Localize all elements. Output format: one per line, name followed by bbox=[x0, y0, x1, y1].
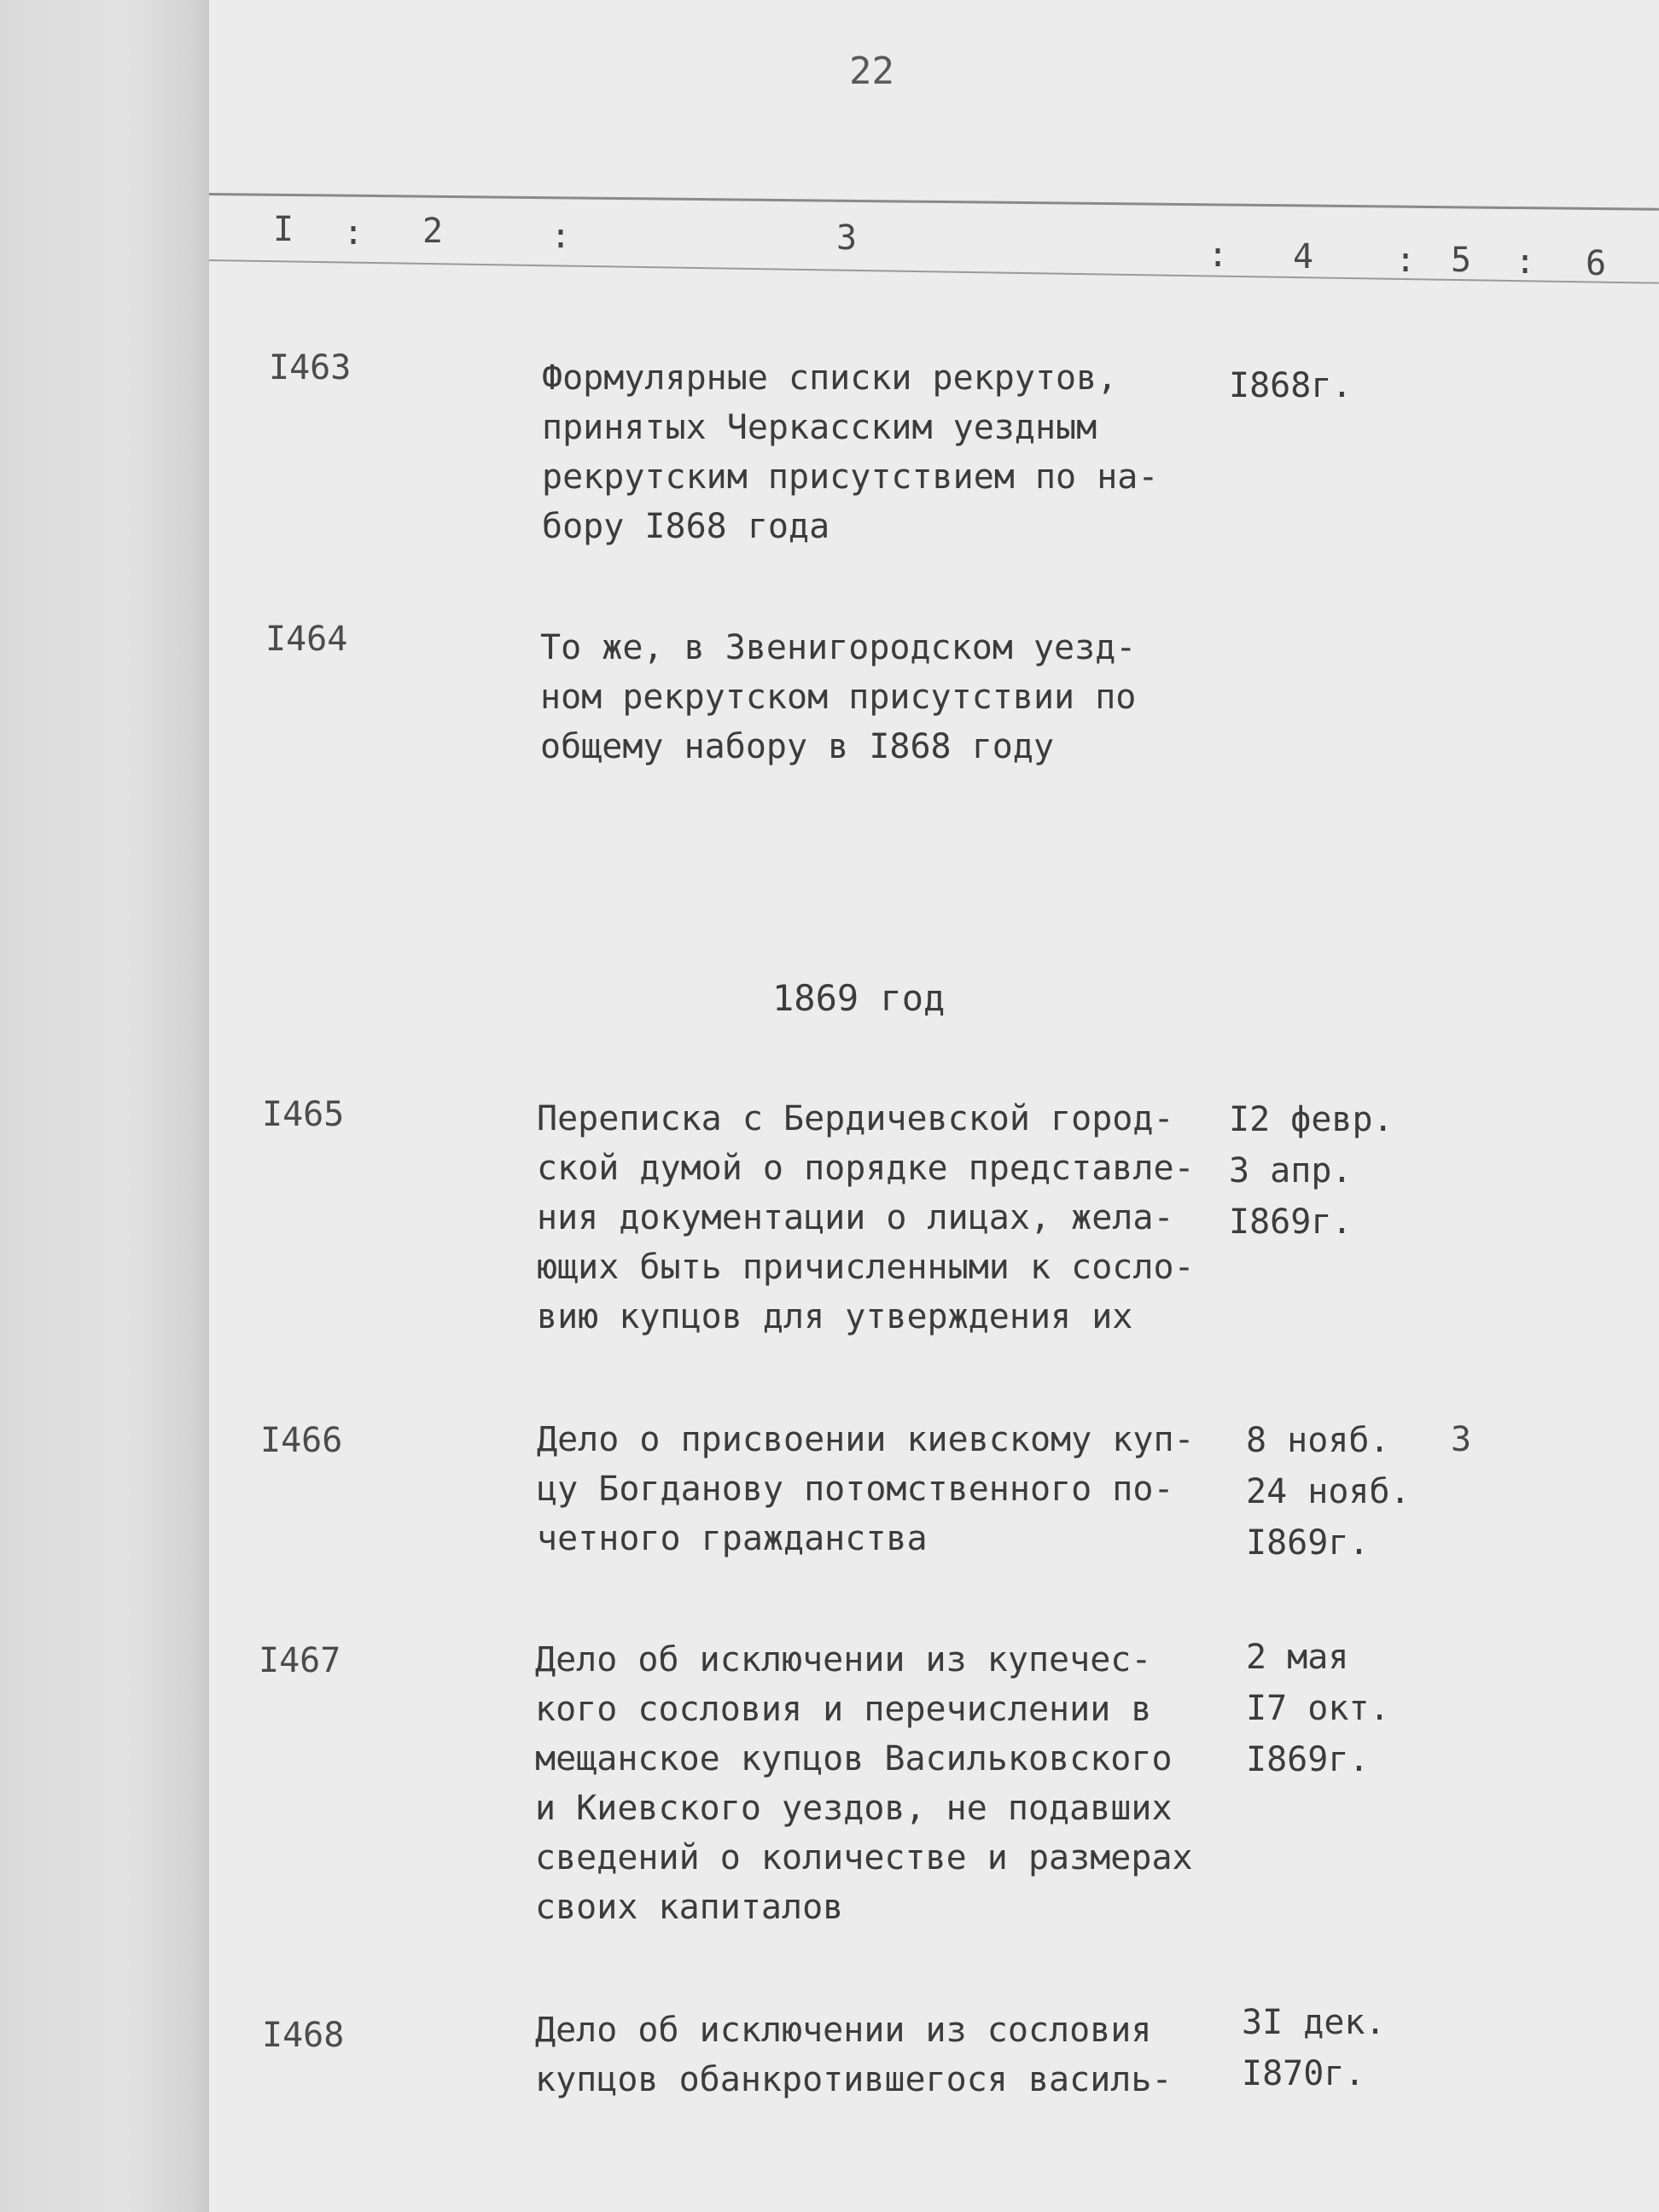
description-line: вию купцов для утверждения их bbox=[537, 1297, 1133, 1336]
description-line: рекрутским присутствием по на- bbox=[542, 457, 1159, 497]
entry-number: I468 bbox=[262, 2016, 345, 2055]
sheet-count: 3 bbox=[1451, 1420, 1472, 1459]
date-line: I868г. bbox=[1229, 366, 1353, 405]
entry-number: I464 bbox=[265, 620, 348, 659]
description-line: своих капиталов bbox=[535, 1888, 844, 1927]
entry-number: I467 bbox=[259, 1641, 341, 1680]
document-page bbox=[209, 0, 1659, 2212]
entry-description bbox=[535, 1635, 1193, 1932]
date-line: I7 окт. bbox=[1246, 1689, 1390, 1728]
column-header-6: 6 bbox=[1586, 244, 1607, 283]
entry-dates bbox=[1246, 1632, 1390, 1785]
entry-description bbox=[540, 623, 1136, 771]
column-header-1: I bbox=[273, 210, 294, 249]
description-line: ющих быть причисленными к сосло- bbox=[537, 1248, 1195, 1287]
description-line: ном рекрутском присутствии по bbox=[540, 678, 1137, 717]
entry-dates bbox=[1229, 360, 1353, 411]
column-header-4: 4 bbox=[1293, 237, 1314, 276]
date-line: I2 февр. bbox=[1229, 1100, 1394, 1139]
entry-number: I466 bbox=[260, 1421, 343, 1460]
description-line: Дело об исключении из сословия bbox=[535, 2011, 1152, 2050]
entry-description bbox=[537, 1415, 1195, 1563]
entry-dates bbox=[1242, 1997, 1386, 2099]
entry-description bbox=[537, 1094, 1195, 1342]
date-line: I869г. bbox=[1246, 1740, 1370, 1779]
date-line: 2 мая bbox=[1246, 1638, 1349, 1677]
description-line: принятых Черкасским уездным bbox=[542, 408, 1097, 447]
description-line: Переписка с Бердичевской город- bbox=[537, 1099, 1174, 1138]
date-line: I869г. bbox=[1229, 1202, 1353, 1242]
description-line: кого сословия и перечислении в bbox=[535, 1690, 1152, 1729]
page-number: 22 bbox=[849, 49, 894, 93]
entry-number: I463 bbox=[269, 348, 352, 387]
description-line: купцов обанкротившегося василь- bbox=[535, 2060, 1173, 2099]
description-line: четного гражданства bbox=[537, 1519, 928, 1558]
date-line: 24 нояб. bbox=[1246, 1472, 1411, 1511]
description-line: мещанское купцов Васильковского bbox=[535, 1739, 1173, 1778]
date-line: 3 апр. bbox=[1229, 1151, 1353, 1190]
date-line: 3I дек. bbox=[1242, 2003, 1386, 2042]
year-heading: 1869 год bbox=[772, 977, 946, 1019]
header-rule-bottom bbox=[209, 259, 1659, 284]
date-line: I870г. bbox=[1242, 2054, 1365, 2093]
entry-number: I465 bbox=[262, 1095, 345, 1134]
column-header-5: 5 bbox=[1451, 241, 1472, 280]
description-line: Дело об исключении из купечес- bbox=[535, 1640, 1152, 1679]
entry-dates bbox=[1246, 1415, 1411, 1569]
column-separator: : bbox=[343, 213, 364, 253]
description-line: Формулярные списки рекрутов, bbox=[542, 358, 1118, 398]
entry-dates bbox=[1229, 1094, 1394, 1248]
column-header-2: 2 bbox=[422, 212, 444, 251]
date-line: 8 нояб. bbox=[1246, 1421, 1390, 1460]
description-line: и Киевского уездов, не подавших bbox=[535, 1789, 1173, 1828]
description-line: То же, в Звенигородском уезд- bbox=[540, 628, 1137, 667]
description-line: Дело о присвоении киевскому куп- bbox=[537, 1420, 1195, 1459]
description-line: сведений о количестве и размерах bbox=[535, 1838, 1193, 1877]
description-line: ской думой о порядке представле- bbox=[537, 1149, 1195, 1188]
header-rule-top bbox=[209, 193, 1659, 211]
description-line: цу Богданову потомственного по- bbox=[537, 1470, 1174, 1509]
date-line: I869г. bbox=[1246, 1523, 1370, 1563]
description-line: бору I868 года bbox=[542, 507, 830, 546]
description-line: ния документации о лицах, жела- bbox=[537, 1198, 1174, 1237]
column-separator: : bbox=[1395, 241, 1417, 280]
column-separator: : bbox=[550, 217, 572, 256]
column-separator: : bbox=[1208, 236, 1229, 275]
description-line: общему набору в I868 году bbox=[540, 727, 1055, 766]
entry-description bbox=[542, 353, 1158, 551]
page-binding-margin bbox=[0, 0, 209, 2212]
column-separator: : bbox=[1515, 242, 1536, 282]
entry-description bbox=[535, 2005, 1173, 2104]
column-header-3: 3 bbox=[836, 218, 858, 258]
